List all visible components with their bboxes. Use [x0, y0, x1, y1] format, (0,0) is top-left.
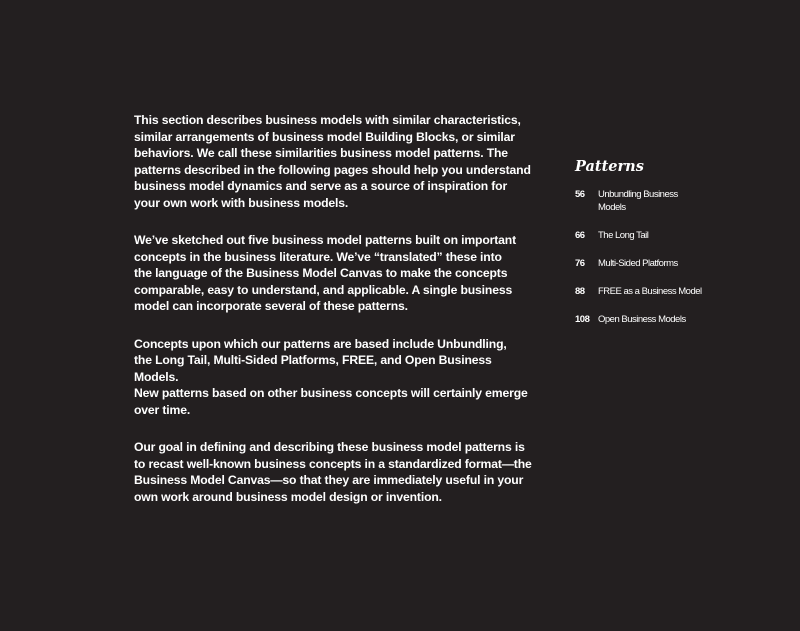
- toc-title: Patterns: [575, 158, 644, 175]
- toc-page-number: 56: [575, 189, 585, 200]
- toc-label: Unbundling Business Models: [598, 189, 678, 213]
- toc-page-number: 66: [575, 230, 585, 241]
- toc-list: [575, 188, 725, 326]
- patterns-toc: [575, 158, 725, 341]
- toc-item-unbundling[interactable]: [575, 188, 725, 214]
- toc-label: Multi-Sided Platforms: [598, 258, 678, 269]
- intro-paragraph: We’ve sketched out five business model patterns built on important concepts in the business literature. We’ve “translated” these into the language of the Business Model Canvas to make the concepts comparable, easy to understand, and applicable. A single business model can incorporate several of these patterns.: [134, 233, 516, 313]
- toc-label: The Long Tail: [598, 230, 649, 241]
- toc-page-number: 88: [575, 286, 585, 297]
- intro-paragraph: This section describes business models with similar characteristics, similar arrangements of business model Building Blocks, or similar behaviors. We call these similarities business model patterns. The patterns described in the following pages should help you understand business model dynamics and serve as a source of inspiration for your own work with business models.: [134, 113, 531, 210]
- toc-item-free[interactable]: [575, 285, 725, 298]
- toc-label: FREE as a Business Model: [598, 286, 702, 297]
- toc-page-number: 108: [575, 314, 590, 325]
- toc-item-open-business-models[interactable]: [575, 313, 725, 326]
- intro-text: [134, 112, 534, 526]
- intro-paragraph: Our goal in defining and describing these business model patterns is to recast well-known business concepts in a standardized format—the Business Model Canvas—so that they are immediately useful in your own work around business model design or invention.: [134, 440, 532, 504]
- toc-item-long-tail[interactable]: [575, 229, 725, 242]
- toc-label: Open Business Models: [598, 314, 686, 325]
- intro-paragraph: Concepts upon which our patterns are based include Unbundling, the Long Tail, Multi-Sided Platforms, FREE, and Open Business Models. New patterns based on other business concepts will certainly emerge over time.: [134, 336, 528, 417]
- toc-item-multi-sided-platforms[interactable]: [575, 257, 725, 270]
- toc-page-number: 76: [575, 258, 585, 269]
